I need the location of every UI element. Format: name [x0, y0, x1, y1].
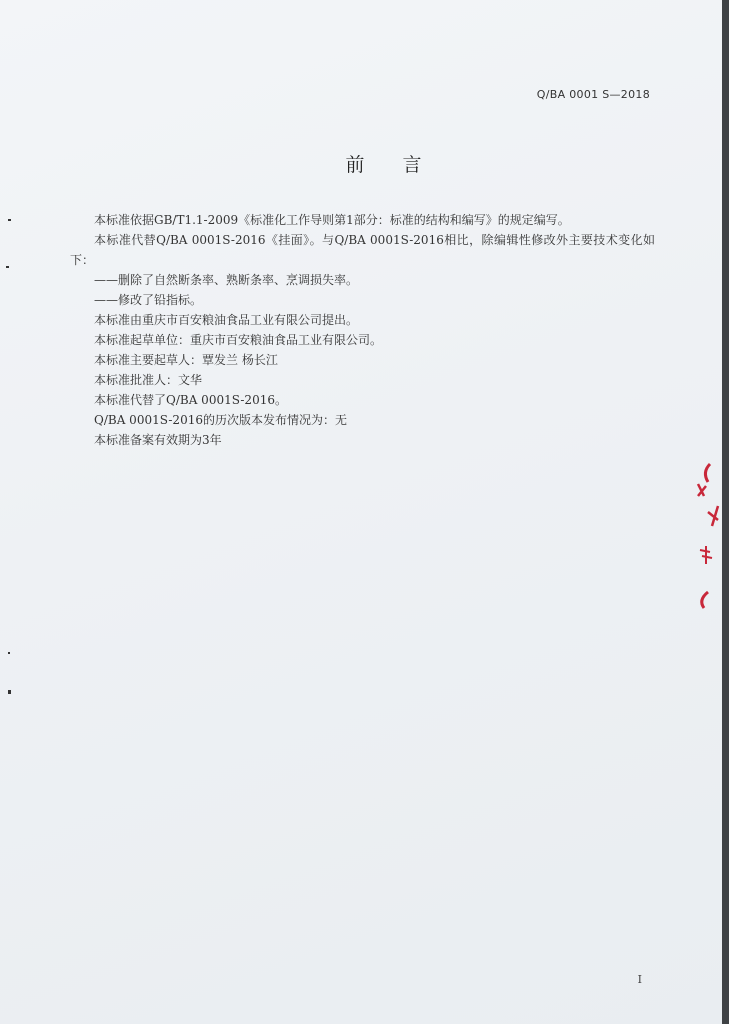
red-stamp-fragment	[692, 460, 720, 610]
paragraph-drafting-unit: 本标准起草单位：重庆市百安粮油食品工业有限公司。	[94, 333, 383, 347]
page-title: 前言	[345, 154, 460, 176]
document-code: Q/BA 0001 S—2018	[536, 88, 650, 101]
paragraph-replacement: 本标准代替Q/BA 0001S-2016《挂面》。与Q/BA 0001S-2016相比，除编辑性修改外主要技术变化如下：	[70, 233, 655, 267]
scan-mark	[8, 652, 10, 654]
scan-mark	[8, 219, 11, 221]
foreword-body	[70, 210, 655, 450]
page-number: I	[637, 973, 642, 986]
paragraph-proposer: 本标准由重庆市百安粮油食品工业有限公司提出。	[94, 313, 359, 327]
paragraph-validity: 本标准备案有效期为3年	[94, 433, 222, 447]
scan-mark	[6, 266, 9, 268]
paragraph-drafters: 本标准主要起草人：覃发兰 杨长江	[94, 353, 278, 367]
paragraph-change-1: ——删除了自然断条率、熟断条率、烹调损失率。	[94, 273, 359, 287]
paragraph-approver: 本标准批准人：文华	[94, 373, 203, 387]
page-edge-shadow	[722, 0, 729, 1024]
paragraph-basis: 本标准依据GB/T1.1-2009《标准化工作导则第1部分：标准的结构和编写》的规定编写。	[94, 213, 570, 227]
paragraph-history: Q/BA 0001S-2016的历次版本发布情况为：无	[94, 413, 347, 427]
paragraph-change-2: ——修改了铅指标。	[94, 293, 203, 307]
scan-mark	[8, 690, 11, 694]
paragraph-supersedes: 本标准代替了Q/BA 0001S-2016。	[94, 393, 287, 407]
